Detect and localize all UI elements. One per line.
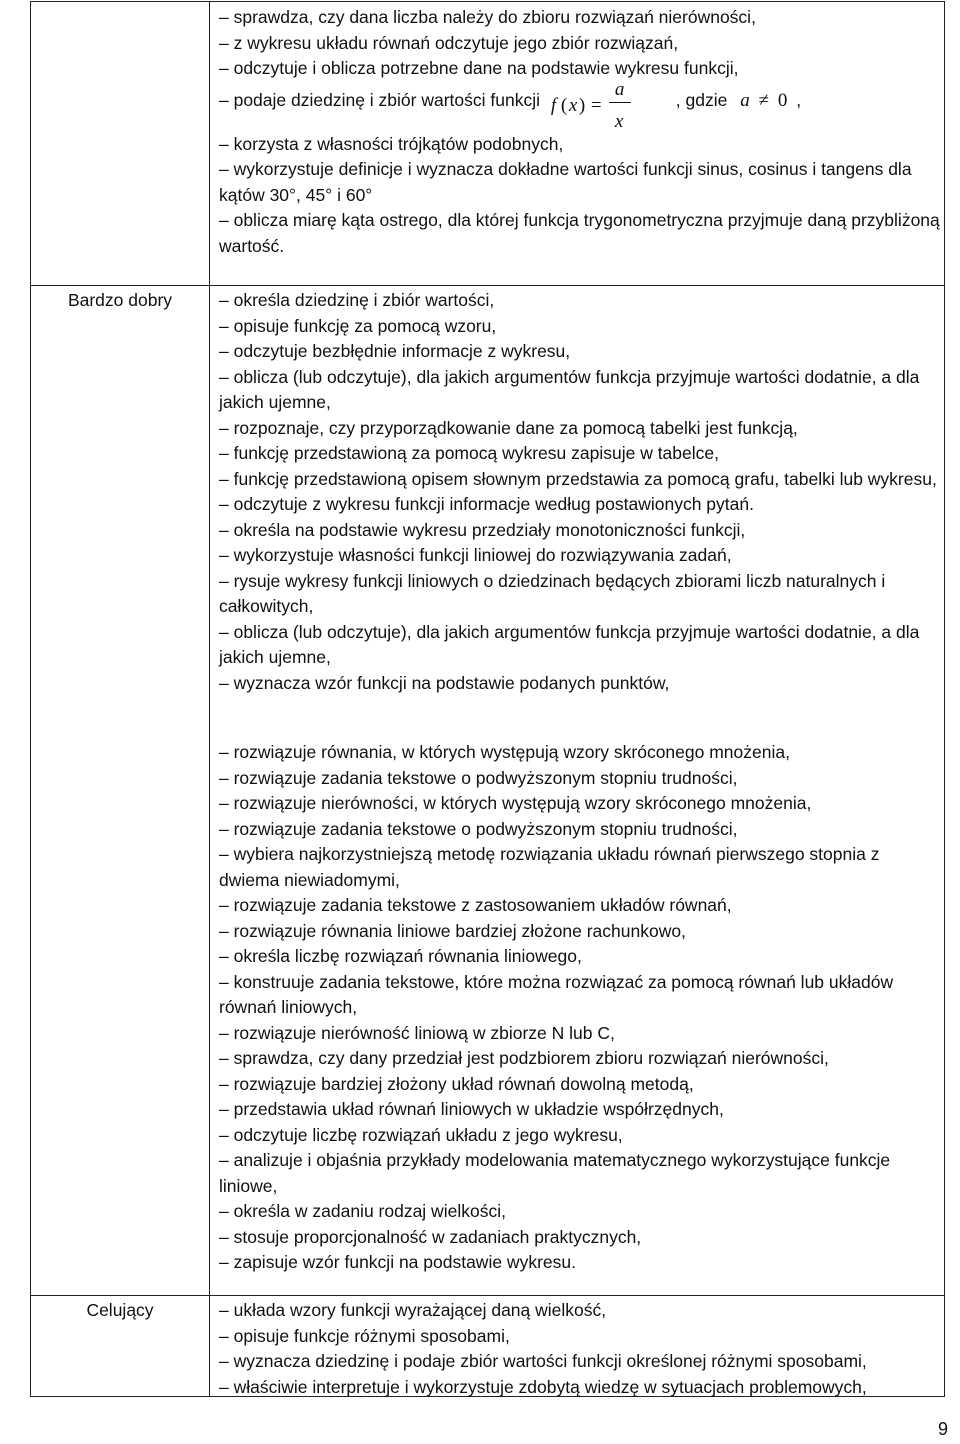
criteria-list-continued [219, 5, 941, 259]
formula-denominator: x [614, 110, 624, 132]
criteria-item: – oblicza (lub odczytuje), dla jakich argumentów funkcja przyjmuje wartości dodatnie, a dla jakich ujemne, [219, 621, 920, 667]
criteria-item: – rozwiązuje bardziej złożony układ równań dowolną metodą, [219, 1073, 694, 1094]
condition-a: a [740, 89, 750, 111]
formula-lparen: ( [560, 94, 568, 116]
function-formula [545, 78, 671, 132]
formula-numerator: a [614, 78, 625, 100]
criteria-item: – opisuje funkcje różnymi sposobami, [219, 1325, 510, 1346]
criteria-item: – oblicza (lub odczytuje), dla jakich argumentów funkcja przyjmuje wartości dodatnie, a dla jakich ujemne, [219, 366, 920, 412]
criteria-item: – rozwiązuje zadania tekstowe o podwyższonym stopniu trudności, [219, 818, 738, 839]
criteria-item: – wybiera najkorzystniejszą metodę rozwiązania układu równań pierwszego stopnia z dwiema niewiadomymi, [219, 844, 880, 890]
criteria-item: – przedstawia układ równań liniowych w układzie współrzędnych, [219, 1099, 724, 1119]
criteria-item: – określa liczbę rozwiązań równania liniowego, [219, 946, 582, 966]
formula-x: x [568, 94, 578, 116]
criteria-item: – rozwiązuje równania liniowe bardziej złożone rachunkowo, [219, 920, 686, 941]
row-divider [31, 1295, 944, 1296]
criteria-item: – sprawdza, czy dany przedział jest podzbiorem zbioru rozwiązań nierówności, [219, 1048, 829, 1068]
criteria-item: – określa na podstawie wykresu przedziały monotoniczności funkcji, [219, 519, 746, 540]
criteria-item: – rozwiązuje zadania tekstowe z zastosowaniem układów równań, [219, 895, 732, 915]
criteria-item: – funkcję przedstawioną za pomocą wykresu zapisuje w tabelce, [219, 443, 719, 463]
criteria-item: – właściwie interpretuje i wykorzystuje zdobytą wiedzę w sytuacjach problemowych, [219, 1376, 867, 1397]
criteria-item: – wyznacza wzór funkcji na podstawie podanych punktów, [219, 672, 670, 693]
criteria-item: – odczytuje bezbłędnie informacje z wykresu, [219, 341, 571, 361]
criteria-item: – rysuje wykresy funkcji liniowych o dziedzinach będących zbiorami liczb naturalnych i całkowitych, [219, 570, 886, 616]
criteria-item: – opisuje funkcję za pomocą wzoru, [219, 315, 497, 336]
criteria-item: – rozwiązuje równania, w których występują wzory skróconego mnożenia, [219, 742, 790, 762]
criteria-list-bardzo-dobry-2 [219, 740, 941, 1276]
criteria-item: – określa w zadaniu rodzaj wielkości, [219, 1201, 506, 1221]
criteria-item: – korzysta z własności trójkątów podobnych, [219, 133, 564, 154]
condition-comma: , [796, 89, 802, 110]
row-divider [31, 285, 944, 286]
formula-condition-text: , gdzie [675, 89, 728, 110]
formula-item-text: – podaje dziedzinę i zbiór wartości funkcji [219, 89, 540, 110]
criteria-item: – rozwiązuje nierówność liniową w zbiorze N lub C, [219, 1022, 615, 1043]
criteria-item: – układa wzory funkcji wyrażającej daną wielkość, [219, 1300, 607, 1320]
criteria-item: – rozpoznaje, czy przyporządkowanie dane za pomocą tabelki jest funkcją, [219, 417, 798, 438]
criteria-item: – analizuje i objaśnia przykłady modelowania matematycznego wykorzystujące funkcje liniowe, [219, 1150, 891, 1196]
criteria-item: – konstruuje zadania tekstowe, które można rozwiązać za pomocą równań lub układów równań liniowych, [219, 971, 894, 1017]
criteria-item: – oblicza miarę kąta ostrego, dla której funkcja trygonometryczna przyjmuje daną przybliżoną wartość. [219, 210, 940, 256]
criteria-item-formula [219, 78, 941, 132]
column-divider [209, 2, 210, 1396]
criteria-item: – funkcję przedstawioną opisem słownym przedstawia za pomocą grafu, tabelki lub wykresu, [219, 468, 937, 489]
grade-label-celujacy: Celujący [86, 1300, 154, 1320]
criteria-item: – odczytuje i oblicza potrzebne dane na podstawie wykresu funkcji, [219, 58, 739, 78]
criteria-item: – z wykresu układu równań odczytuje jego zbiór rozwiązań, [219, 32, 679, 53]
formula-f: f [550, 94, 557, 116]
criteria-item: – odczytuje z wykresu funkcji informacje według postawionych pytań. [219, 494, 754, 514]
formula-rparen: ) [578, 94, 586, 116]
grading-criteria-table [30, 1, 945, 1397]
criteria-item: – sprawdza, czy dana liczba należy do zbioru rozwiązań nierówności, [219, 7, 756, 27]
condition-zero: 0 [777, 89, 788, 111]
criteria-item: – wykorzystuje własności funkcji liniowej do rozwiązywania zadań, [219, 545, 732, 565]
criteria-item: – stosuje proporcjonalność w zadaniach praktycznych, [219, 1226, 642, 1247]
criteria-item: – rozwiązuje zadania tekstowe o podwyższonym stopniu trudności, [219, 767, 738, 788]
criteria-item: – wyznacza dziedzinę i podaje zbiór wartości funkcji określonej różnymi sposobami, [219, 1351, 867, 1371]
criteria-list-celujacy [219, 1298, 941, 1400]
formula-equals: = [590, 94, 602, 116]
criteria-item: – zapisuje wzór funkcji na podstawie wykresu. [219, 1252, 576, 1272]
criteria-item: – odczytuje liczbę rozwiązań układu z jego wykresu, [219, 1124, 623, 1145]
criteria-item: – określa dziedzinę i zbiór wartości, [219, 290, 495, 310]
fraction-bar [609, 102, 631, 103]
grade-label-bardzo-dobry: Bardzo dobry [67, 290, 173, 310]
criteria-list-bardzo-dobry [219, 288, 941, 696]
criteria-item: – wykorzystuje definicje i wyznacza dokładne wartości funkcji sinus, cosinus i tangens dla kątów 30°, 45° i 60° [219, 159, 912, 205]
criteria-item: – rozwiązuje nierówności, w których występują wzory skróconego mnożenia, [219, 793, 812, 813]
condition-neq: ≠ [758, 89, 769, 111]
page-number: 9 [938, 1419, 949, 1439]
